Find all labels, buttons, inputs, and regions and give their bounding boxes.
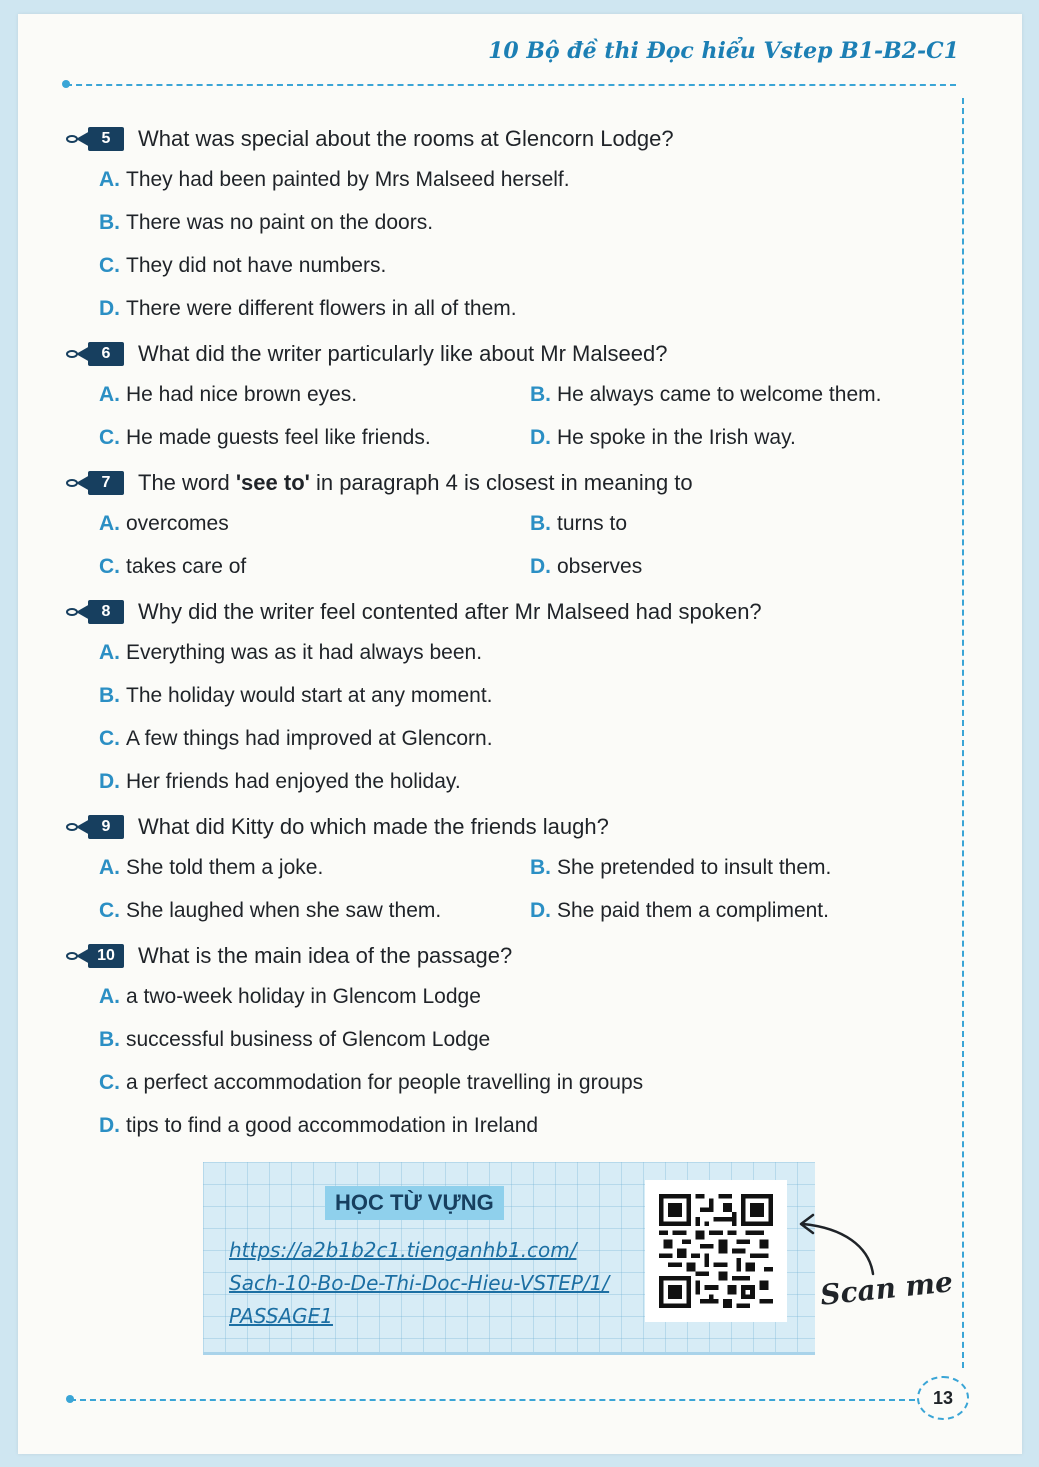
qr-code-icon — [659, 1194, 773, 1308]
option-6b: B. He always came to welcome them. — [530, 383, 882, 406]
option-7c: C. takes care of — [99, 555, 247, 578]
question-text: The word 'see to' in paragraph 4 is closest in meaning to — [138, 470, 693, 495]
option-8d: D. Her friends had enjoyed the holiday. — [99, 770, 461, 793]
curved-arrow-icon — [795, 1212, 885, 1282]
option-6c: C. He made guests feel like friends. — [99, 426, 431, 449]
vocab-label: HỌC TỪ VỰNG — [325, 1186, 504, 1220]
right-divider — [962, 98, 964, 1368]
option-5d: D. There were different flowers in all of them. — [99, 297, 517, 320]
scan-me-label: Scan me — [818, 1265, 955, 1312]
question-text: What did the writer particularly like about Mr Malseed? — [138, 341, 668, 366]
question-badge: 8 — [66, 600, 124, 624]
option-5b: B. There was no paint on the doors. — [99, 211, 434, 234]
bottom-divider — [70, 1399, 915, 1401]
question-badge: 7 — [66, 471, 124, 495]
option-7a: A. overcomes — [99, 512, 229, 535]
option-9c: C. She laughed when she saw them. — [99, 899, 442, 922]
page-number: 13 — [917, 1376, 969, 1420]
option-6a: A. He had nice brown eyes. — [99, 383, 358, 406]
option-8a: A. Everything was as it had always been. — [99, 641, 483, 664]
vocab-link[interactable]: https://a2b1b2c1.tienganhb1.com/ Sach-10-Bo-De-Thi-Doc-Hieu-VSTEP/1/ PASSAGE1 — [229, 1238, 610, 1328]
question-badge: 9 — [66, 815, 124, 839]
question-text: What was special about the rooms at Glencorn Lodge? — [138, 126, 674, 151]
question-10 — [66, 941, 512, 971]
option-10c: C. a perfect accommodation for people travelling in groups — [99, 1071, 644, 1094]
top-divider — [66, 84, 956, 86]
option-10d: D. tips to find a good accommodation in Ireland — [99, 1114, 539, 1137]
option-6d: D. He spoke in the Irish way. — [530, 426, 796, 449]
option-5a: A. They had been painted by Mrs Malseed herself. — [99, 168, 570, 191]
question-6 — [66, 339, 667, 369]
question-8 — [66, 597, 762, 627]
option-9a: A. She told them a joke. — [99, 856, 324, 879]
question-5 — [66, 124, 674, 154]
book-title: 10 Bộ đề thi Đọc hiểu Vstep B1-B2-C1 — [488, 38, 959, 64]
qr-code[interactable] — [645, 1180, 787, 1322]
question-text: What did Kitty do which made the friends laugh? — [138, 814, 609, 839]
question-7 — [66, 468, 693, 498]
question-text: Why did the writer feel contented after Mr Malseed had spoken? — [138, 599, 762, 624]
option-7d: D. observes — [530, 555, 643, 578]
option-9d: D. She paid them a compliment. — [530, 899, 829, 922]
question-badge: 6 — [66, 342, 124, 366]
option-8c: C. A few things had improved at Glencorn. — [99, 727, 493, 750]
option-7b: B. turns to — [530, 512, 628, 535]
question-text: What is the main idea of the passage? — [138, 943, 513, 968]
option-10a: A. a two-week holiday in Glencom Lodge — [99, 985, 481, 1008]
question-9 — [66, 812, 609, 842]
option-10b: B. successful business of Glencom Lodge — [99, 1028, 491, 1051]
question-badge: 5 — [66, 127, 124, 151]
option-9b: B. She pretended to insult them. — [530, 856, 832, 879]
option-8b: B. The holiday would start at any moment. — [99, 684, 493, 707]
option-5c: C. They did not have numbers. — [99, 254, 387, 277]
question-badge: 10 — [66, 944, 124, 968]
